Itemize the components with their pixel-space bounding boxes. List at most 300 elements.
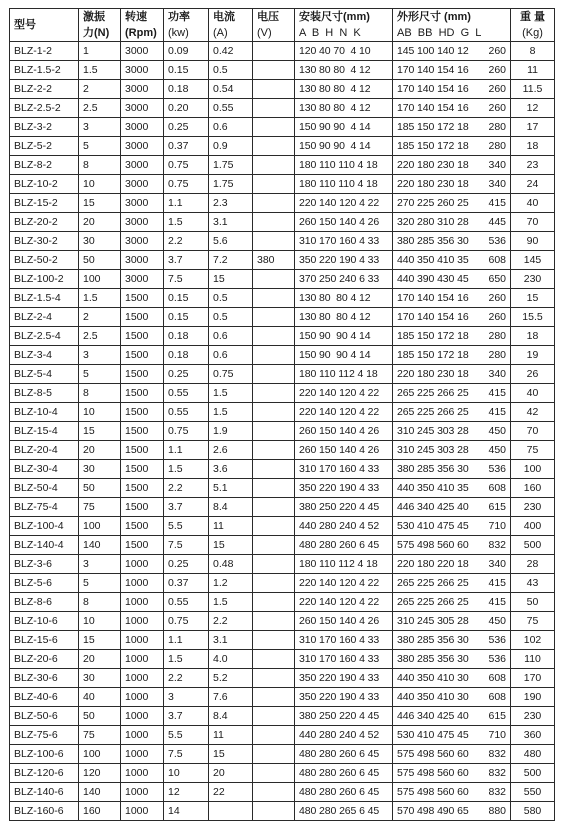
cell-voltage	[253, 137, 295, 156]
cell-model: BLZ-1.5-4	[10, 289, 79, 308]
header-weight: 重 量	[511, 9, 555, 26]
cell-speed: 3000	[121, 213, 164, 232]
table-row	[10, 42, 555, 61]
cell-weight: 70	[511, 213, 555, 232]
cell-model: BLZ-5-4	[10, 365, 79, 384]
table-row	[10, 251, 555, 270]
cell-voltage	[253, 80, 295, 99]
cell-power: 3.7	[164, 707, 209, 726]
cell-power: 0.18	[164, 327, 209, 346]
cell-model: BLZ-3-4	[10, 346, 79, 365]
cell-outer-dims: 170 140 154 16	[393, 99, 485, 118]
cell-mount-dims: 260 150 140 4 26	[295, 441, 393, 460]
cell-model: BLZ-120-6	[10, 764, 79, 783]
cell-force: 15	[79, 631, 121, 650]
cell-force: 75	[79, 498, 121, 517]
cell-power: 12	[164, 783, 209, 802]
cell-outer-dims: 220 180 230 18	[393, 156, 485, 175]
cell-mount-dims: 130 80 80 4 12	[295, 308, 393, 327]
cell-mount-dims: 260 150 140 4 26	[295, 422, 393, 441]
cell-power: 2.2	[164, 479, 209, 498]
cell-power: 0.37	[164, 137, 209, 156]
cell-weight: 500	[511, 764, 555, 783]
cell-force: 8	[79, 593, 121, 612]
cell-mount-dims: 350 220 190 4 33	[295, 251, 393, 270]
cell-model: BLZ-10-2	[10, 175, 79, 194]
cell-current: 5.6	[209, 232, 253, 251]
cell-current: 0.75	[209, 365, 253, 384]
cell-outer-dims: 575 498 560 60	[393, 745, 485, 764]
cell-power: 3.7	[164, 251, 209, 270]
table-row	[10, 593, 555, 612]
cell-mount-dims: 220 140 120 4 22	[295, 574, 393, 593]
cell-voltage	[253, 726, 295, 745]
cell-length: 608	[485, 479, 511, 498]
cell-model: BLZ-2-4	[10, 308, 79, 327]
cell-power: 0.75	[164, 156, 209, 175]
cell-mount-dims: 350 220 190 4 33	[295, 688, 393, 707]
cell-outer-dims: 380 285 356 30	[393, 460, 485, 479]
cell-voltage	[253, 536, 295, 555]
cell-length: 280	[485, 327, 511, 346]
cell-voltage	[253, 783, 295, 802]
table-row	[10, 270, 555, 289]
cell-outer-dims: 170 140 154 16	[393, 289, 485, 308]
cell-speed: 3000	[121, 194, 164, 213]
cell-mount-dims: 440 280 240 4 52	[295, 517, 393, 536]
cell-outer-dims: 446 340 425 40	[393, 707, 485, 726]
header-current-unit: (A)	[209, 25, 253, 42]
cell-force: 10	[79, 612, 121, 631]
cell-model: BLZ-15-2	[10, 194, 79, 213]
header-mount-dims: A B H N K	[295, 25, 393, 42]
cell-speed: 1000	[121, 669, 164, 688]
cell-power: 0.15	[164, 308, 209, 327]
cell-length: 260	[485, 61, 511, 80]
cell-voltage	[253, 156, 295, 175]
header-speed-unit: (Rpm)	[121, 25, 164, 42]
cell-mount-dims: 220 140 120 4 22	[295, 403, 393, 422]
cell-power: 0.37	[164, 574, 209, 593]
cell-current: 0.42	[209, 42, 253, 61]
cell-mount-dims: 260 150 140 4 26	[295, 612, 393, 631]
cell-outer-dims: 570 498 490 65	[393, 802, 485, 821]
cell-force: 140	[79, 783, 121, 802]
cell-outer-dims: 220 180 230 18	[393, 365, 485, 384]
cell-outer-dims: 265 225 266 25	[393, 403, 485, 422]
spec-table	[9, 8, 555, 821]
table-row	[10, 346, 555, 365]
cell-force: 15	[79, 194, 121, 213]
cell-mount-dims: 130 80 80 4 12	[295, 80, 393, 99]
cell-power: 0.15	[164, 61, 209, 80]
cell-current: 0.55	[209, 99, 253, 118]
cell-voltage	[253, 175, 295, 194]
cell-model: BLZ-2.5-2	[10, 99, 79, 118]
cell-weight: 19	[511, 346, 555, 365]
table-body	[10, 42, 555, 821]
header-weight-unit: (Kg)	[511, 25, 555, 42]
cell-current: 2.6	[209, 441, 253, 460]
cell-speed: 3000	[121, 137, 164, 156]
cell-speed: 3000	[121, 61, 164, 80]
table-row	[10, 650, 555, 669]
cell-mount-dims: 480 280 260 6 45	[295, 764, 393, 783]
cell-outer-dims: 170 140 154 16	[393, 80, 485, 99]
cell-force: 50	[79, 479, 121, 498]
cell-weight: 170	[511, 669, 555, 688]
cell-power: 1.1	[164, 631, 209, 650]
cell-model: BLZ-30-2	[10, 232, 79, 251]
cell-force: 5	[79, 574, 121, 593]
cell-length: 608	[485, 688, 511, 707]
cell-power: 0.55	[164, 384, 209, 403]
cell-power: 3	[164, 688, 209, 707]
cell-mount-dims: 150 90 90 4 14	[295, 346, 393, 365]
cell-weight: 28	[511, 555, 555, 574]
cell-speed: 1500	[121, 441, 164, 460]
cell-power: 10	[164, 764, 209, 783]
cell-power: 7.5	[164, 536, 209, 555]
cell-power: 1.1	[164, 194, 209, 213]
cell-force: 140	[79, 536, 121, 555]
cell-length: 450	[485, 441, 511, 460]
cell-mount-dims: 220 140 120 4 22	[295, 384, 393, 403]
cell-force: 20	[79, 650, 121, 669]
cell-mount-dims: 380 250 220 4 45	[295, 707, 393, 726]
cell-current: 0.48	[209, 555, 253, 574]
cell-power: 0.18	[164, 346, 209, 365]
cell-length: 340	[485, 175, 511, 194]
cell-voltage	[253, 194, 295, 213]
cell-length: 450	[485, 612, 511, 631]
cell-force: 3	[79, 555, 121, 574]
cell-model: BLZ-75-4	[10, 498, 79, 517]
cell-model: BLZ-1-2	[10, 42, 79, 61]
cell-outer-dims: 170 140 154 16	[393, 61, 485, 80]
cell-power: 0.18	[164, 80, 209, 99]
table-row	[10, 669, 555, 688]
header-power-unit: (kw)	[164, 25, 209, 42]
cell-force: 75	[79, 726, 121, 745]
cell-mount-dims: 440 280 240 4 52	[295, 726, 393, 745]
cell-speed: 3000	[121, 270, 164, 289]
cell-speed: 3000	[121, 251, 164, 270]
cell-speed: 1500	[121, 346, 164, 365]
spec-table-container	[9, 8, 554, 821]
cell-speed: 3000	[121, 232, 164, 251]
cell-model: BLZ-8-2	[10, 156, 79, 175]
cell-speed: 1500	[121, 460, 164, 479]
cell-force: 50	[79, 251, 121, 270]
cell-outer-dims: 440 350 410 35	[393, 251, 485, 270]
cell-current: 1.9	[209, 422, 253, 441]
cell-current	[209, 802, 253, 821]
cell-voltage	[253, 612, 295, 631]
cell-power: 0.55	[164, 593, 209, 612]
cell-outer-dims: 446 340 425 40	[393, 498, 485, 517]
cell-model: BLZ-15-4	[10, 422, 79, 441]
cell-weight: 11.5	[511, 80, 555, 99]
cell-outer-dims: 440 350 410 35	[393, 479, 485, 498]
cell-current: 22	[209, 783, 253, 802]
cell-weight: 18	[511, 327, 555, 346]
cell-power: 2.2	[164, 669, 209, 688]
table-row	[10, 403, 555, 422]
cell-outer-dims: 270 225 260 25	[393, 194, 485, 213]
table-row	[10, 194, 555, 213]
cell-length: 650	[485, 270, 511, 289]
table-row	[10, 688, 555, 707]
cell-speed: 3000	[121, 80, 164, 99]
cell-model: BLZ-100-4	[10, 517, 79, 536]
cell-length: 415	[485, 403, 511, 422]
cell-length: 536	[485, 232, 511, 251]
cell-speed: 1000	[121, 650, 164, 669]
cell-weight: 102	[511, 631, 555, 650]
cell-voltage	[253, 593, 295, 612]
cell-mount-dims: 480 280 260 6 45	[295, 745, 393, 764]
table-row	[10, 631, 555, 650]
cell-model: BLZ-30-6	[10, 669, 79, 688]
cell-voltage	[253, 460, 295, 479]
cell-force: 40	[79, 688, 121, 707]
cell-force: 2	[79, 308, 121, 327]
cell-weight: 11	[511, 61, 555, 80]
cell-voltage	[253, 99, 295, 118]
cell-length: 832	[485, 745, 511, 764]
cell-force: 100	[79, 270, 121, 289]
cell-mount-dims: 220 140 120 4 22	[295, 593, 393, 612]
cell-weight: 500	[511, 536, 555, 555]
cell-current: 1.5	[209, 403, 253, 422]
cell-model: BLZ-100-6	[10, 745, 79, 764]
cell-power: 7.5	[164, 270, 209, 289]
cell-length: 450	[485, 422, 511, 441]
cell-power: 2.2	[164, 232, 209, 251]
cell-model: BLZ-40-6	[10, 688, 79, 707]
cell-speed: 3000	[121, 175, 164, 194]
table-row	[10, 308, 555, 327]
cell-weight: 18	[511, 137, 555, 156]
cell-mount-dims: 310 170 160 4 33	[295, 650, 393, 669]
cell-weight: 160	[511, 479, 555, 498]
header-force-unit: 力(N)	[79, 25, 121, 42]
cell-power: 7.5	[164, 745, 209, 764]
cell-length: 710	[485, 517, 511, 536]
cell-mount-dims: 370 250 240 6 33	[295, 270, 393, 289]
cell-weight: 26	[511, 365, 555, 384]
cell-power: 0.75	[164, 612, 209, 631]
table-row	[10, 726, 555, 745]
table-row	[10, 574, 555, 593]
cell-speed: 1500	[121, 403, 164, 422]
cell-force: 10	[79, 403, 121, 422]
cell-voltage	[253, 441, 295, 460]
cell-length: 415	[485, 194, 511, 213]
cell-voltage	[253, 42, 295, 61]
cell-outer-dims: 380 285 356 30	[393, 232, 485, 251]
cell-speed: 1000	[121, 593, 164, 612]
cell-voltage	[253, 802, 295, 821]
cell-voltage	[253, 517, 295, 536]
cell-mount-dims: 180 110 110 4 18	[295, 156, 393, 175]
cell-force: 2.5	[79, 99, 121, 118]
table-row	[10, 460, 555, 479]
cell-force: 15	[79, 422, 121, 441]
cell-power: 5.5	[164, 726, 209, 745]
cell-model: BLZ-10-6	[10, 612, 79, 631]
cell-current: 2.2	[209, 612, 253, 631]
cell-mount-dims: 180 110 112 4 18	[295, 555, 393, 574]
cell-force: 50	[79, 707, 121, 726]
cell-weight: 42	[511, 403, 555, 422]
cell-current: 1.2	[209, 574, 253, 593]
cell-mount-dims: 180 110 110 4 18	[295, 175, 393, 194]
cell-voltage	[253, 289, 295, 308]
cell-weight: 110	[511, 650, 555, 669]
cell-force: 8	[79, 384, 121, 403]
cell-current: 0.6	[209, 346, 253, 365]
cell-mount-dims: 260 150 140 4 26	[295, 213, 393, 232]
cell-length: 260	[485, 42, 511, 61]
cell-force: 1.5	[79, 61, 121, 80]
cell-weight: 190	[511, 688, 555, 707]
table-row	[10, 156, 555, 175]
table-row	[10, 213, 555, 232]
cell-length: 615	[485, 498, 511, 517]
cell-current: 8.4	[209, 707, 253, 726]
cell-speed: 1000	[121, 631, 164, 650]
cell-length: 280	[485, 118, 511, 137]
cell-speed: 1000	[121, 726, 164, 745]
cell-force: 5	[79, 137, 121, 156]
cell-model: BLZ-8-6	[10, 593, 79, 612]
cell-speed: 1000	[121, 688, 164, 707]
cell-model: BLZ-75-6	[10, 726, 79, 745]
table-row	[10, 441, 555, 460]
cell-current: 4.0	[209, 650, 253, 669]
cell-length: 340	[485, 365, 511, 384]
cell-force: 30	[79, 232, 121, 251]
cell-length: 832	[485, 783, 511, 802]
cell-outer-dims: 220 180 220 18	[393, 555, 485, 574]
cell-force: 100	[79, 517, 121, 536]
cell-length: 415	[485, 593, 511, 612]
cell-model: BLZ-3-6	[10, 555, 79, 574]
cell-outer-dims: 440 350 410 30	[393, 688, 485, 707]
cell-weight: 400	[511, 517, 555, 536]
cell-model: BLZ-160-6	[10, 802, 79, 821]
table-row	[10, 612, 555, 631]
cell-weight: 90	[511, 232, 555, 251]
cell-outer-dims: 440 390 430 45	[393, 270, 485, 289]
cell-force: 10	[79, 175, 121, 194]
cell-model: BLZ-1.5-2	[10, 61, 79, 80]
cell-voltage	[253, 384, 295, 403]
cell-power: 1.1	[164, 441, 209, 460]
cell-speed: 1500	[121, 384, 164, 403]
cell-weight: 8	[511, 42, 555, 61]
cell-mount-dims: 130 80 80 4 12	[295, 61, 393, 80]
cell-current: 0.5	[209, 308, 253, 327]
cell-force: 3	[79, 118, 121, 137]
cell-weight: 75	[511, 612, 555, 631]
cell-current: 1.5	[209, 593, 253, 612]
cell-weight: 550	[511, 783, 555, 802]
cell-weight: 230	[511, 707, 555, 726]
cell-weight: 15.5	[511, 308, 555, 327]
cell-voltage	[253, 270, 295, 289]
cell-current: 15	[209, 270, 253, 289]
cell-length: 415	[485, 574, 511, 593]
table-row	[10, 745, 555, 764]
header-mount: 安装尺寸(mm)	[295, 9, 393, 26]
cell-speed: 1500	[121, 517, 164, 536]
cell-weight: 360	[511, 726, 555, 745]
cell-force: 2	[79, 80, 121, 99]
cell-mount-dims: 480 280 265 6 45	[295, 802, 393, 821]
cell-model: BLZ-5-6	[10, 574, 79, 593]
cell-weight: 75	[511, 441, 555, 460]
cell-current: 0.5	[209, 61, 253, 80]
cell-power: 0.09	[164, 42, 209, 61]
cell-outer-dims: 145 100 140 12	[393, 42, 485, 61]
cell-model: BLZ-20-6	[10, 650, 79, 669]
cell-speed: 3000	[121, 156, 164, 175]
cell-voltage	[253, 213, 295, 232]
cell-power: 0.75	[164, 422, 209, 441]
table-row	[10, 555, 555, 574]
table-row	[10, 80, 555, 99]
cell-model: BLZ-10-4	[10, 403, 79, 422]
cell-length: 445	[485, 213, 511, 232]
cell-length: 280	[485, 346, 511, 365]
cell-length: 536	[485, 650, 511, 669]
cell-current: 0.5	[209, 289, 253, 308]
cell-outer-dims: 575 498 560 60	[393, 764, 485, 783]
cell-power: 0.25	[164, 365, 209, 384]
cell-current: 15	[209, 745, 253, 764]
cell-outer-dims: 310 245 303 28	[393, 441, 485, 460]
header-outer: 外形尺寸 (mm)	[393, 9, 511, 26]
header-speed: 转速	[121, 9, 164, 26]
header-outer-dims: AB BB HD G L	[393, 25, 511, 42]
cell-mount-dims: 150 90 90 4 14	[295, 327, 393, 346]
cell-speed: 1500	[121, 498, 164, 517]
cell-force: 20	[79, 441, 121, 460]
cell-mount-dims: 120 40 70 4 10	[295, 42, 393, 61]
cell-length: 260	[485, 289, 511, 308]
cell-current: 11	[209, 726, 253, 745]
table-row	[10, 118, 555, 137]
table-row	[10, 99, 555, 118]
cell-length: 832	[485, 764, 511, 783]
cell-power: 5.5	[164, 517, 209, 536]
cell-outer-dims: 380 285 356 30	[393, 650, 485, 669]
table-row	[10, 365, 555, 384]
cell-voltage	[253, 308, 295, 327]
cell-force: 120	[79, 764, 121, 783]
cell-model: BLZ-8-5	[10, 384, 79, 403]
cell-weight: 12	[511, 99, 555, 118]
cell-force: 30	[79, 460, 121, 479]
cell-current: 3.1	[209, 631, 253, 650]
table-row	[10, 498, 555, 517]
cell-force: 30	[79, 669, 121, 688]
cell-force: 20	[79, 213, 121, 232]
cell-speed: 1000	[121, 574, 164, 593]
